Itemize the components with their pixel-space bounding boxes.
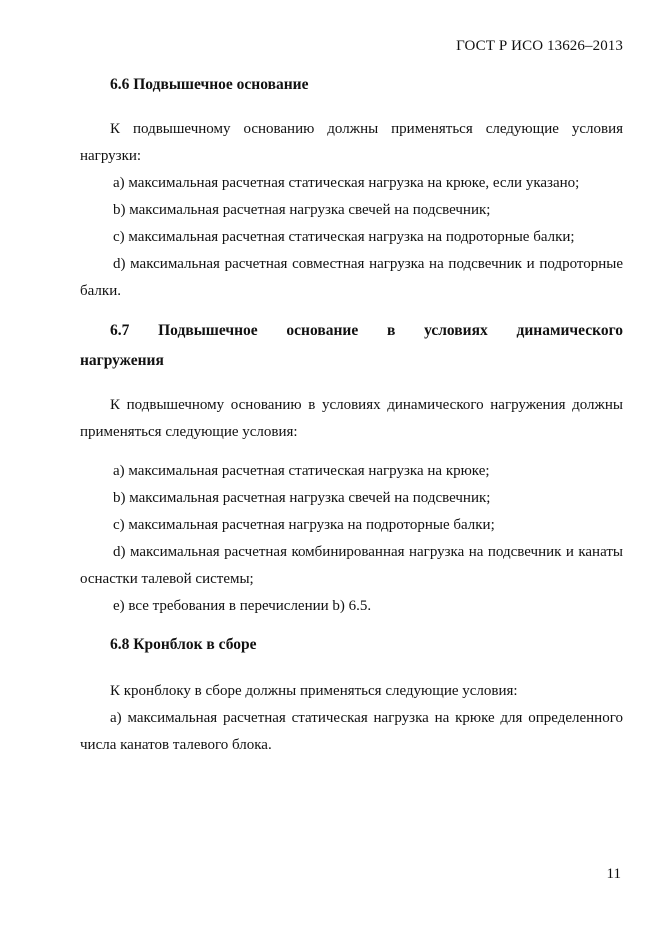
section-6-7-title: 6.7 Подвышечное основание в условиях динамического [110, 322, 623, 339]
list-item: d) максимальная расчетная комбинированная нагрузка на подсвечник и канаты оснастки талевой системы; [80, 544, 623, 587]
list-item: c) максимальная расчетная статическая нагрузка на подроторные балки; [113, 229, 575, 245]
list-item: b) максимальная расчетная нагрузка свечей на подсвечник; [113, 202, 491, 218]
section-6-7-intro: К подвышечному основанию в условиях динамического нагружения должны применяться следующие условия: [80, 397, 623, 440]
list-item: d) максимальная расчетная совместная нагрузка на подсвечник и подроторные балки. [80, 256, 623, 299]
section-6-6-title: 6.6 Подвышечное основание [110, 76, 309, 93]
page-number: 11 [606, 866, 621, 882]
section-6-7-title-continued: нагружения [80, 352, 164, 369]
section-6-6-intro: К подвышечному основанию должны применяться следующие условия нагрузки: [80, 121, 623, 164]
standard-header: ГОСТ Р ИСО 13626–2013 [456, 38, 623, 54]
list-item: c) максимальная расчетная нагрузка на подроторные балки; [113, 517, 495, 533]
section-6-8-intro: К кронблоку в сборе должны применяться следующие условия: [110, 683, 518, 699]
list-item: а) максимальная расчетная статическая нагрузка на крюке; [113, 463, 490, 479]
list-item: е) все требования в перечислении b) 6.5. [113, 598, 372, 614]
list-item: b) максимальная расчетная нагрузка свечей на подсвечник; [113, 490, 491, 506]
list-item: а) максимальная расчетная статическая нагрузка на крюке, если указано; [113, 175, 580, 191]
list-item: а) максимальная расчетная статическая нагрузка на крюке для определенного числа канатов талевого блока. [80, 710, 623, 753]
section-6-8-title: 6.8 Кронблок в сборе [110, 636, 257, 653]
